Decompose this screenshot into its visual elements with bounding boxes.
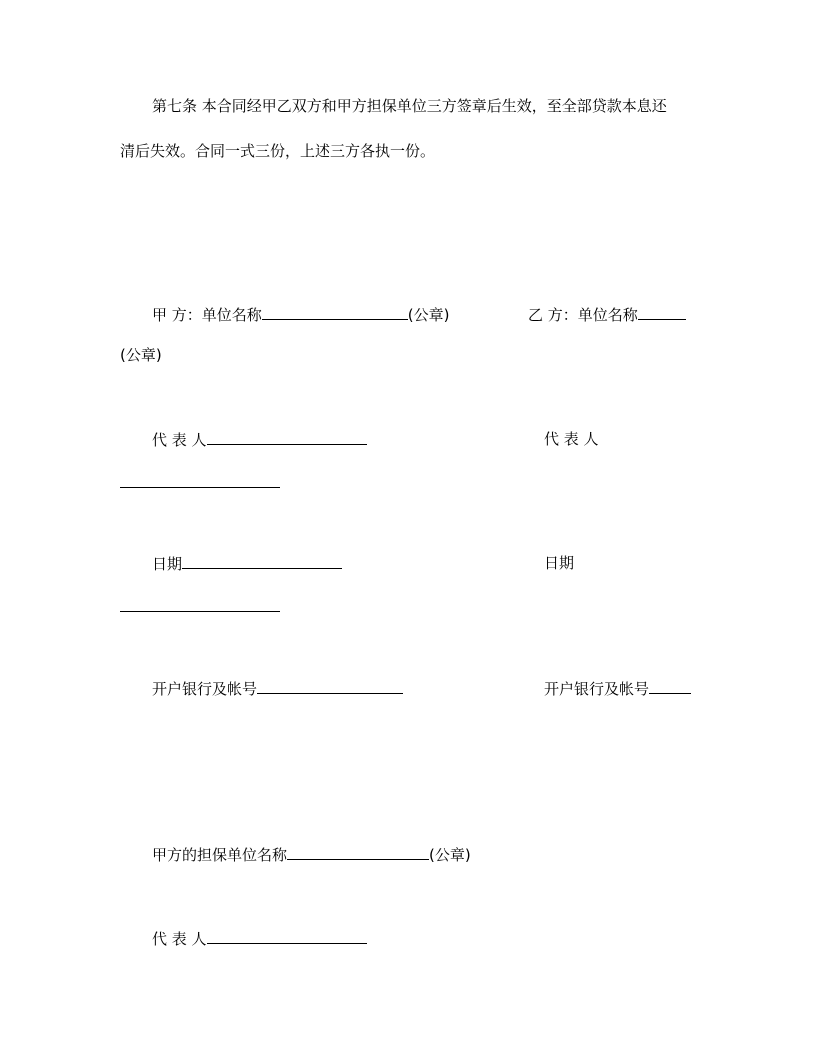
party-b-representative-label: 代 表 人 (544, 430, 599, 448)
party-b-date-blank (120, 611, 280, 612)
party-b-representative-blank (120, 487, 280, 488)
party-a-unit-blank (262, 304, 408, 320)
party-a-unit-label: 甲 方：单位名称 (152, 306, 262, 324)
party-b-bank-label: 开户银行及帐号 (544, 680, 650, 698)
party-b-unit-row (528, 304, 686, 324)
party-a-representative-blank (207, 429, 367, 445)
guarantor-unit-label: 甲方的担保单位名称 (152, 846, 288, 864)
party-a-unit-row (152, 304, 450, 324)
party-a-bank-row (152, 678, 403, 698)
party-b-date-label: 日期 (544, 554, 575, 572)
party-b-unit-label: 乙 方：单位名称 (528, 306, 638, 324)
party-a-seal-label: (公章) (407, 306, 450, 324)
guarantor-unit-blank (287, 844, 429, 860)
party-b-seal-label: (公章) (120, 346, 162, 364)
article-seven-line-2: 清后失效。合同一式三份，上述三方各执一份。 (120, 142, 436, 160)
guarantor-representative-label: 代 表 人 (152, 930, 207, 948)
party-a-date-blank (182, 553, 342, 569)
party-a-date-row (152, 553, 342, 573)
party-b-bank-blank (649, 678, 691, 694)
party-a-bank-blank (257, 678, 403, 694)
guarantor-seal-label: (公章) (429, 846, 471, 864)
guarantor-unit-row (152, 844, 471, 864)
party-a-representative-row (152, 429, 367, 449)
guarantor-representative-row (152, 928, 367, 948)
party-a-bank-label: 开户银行及帐号 (152, 680, 258, 698)
article-seven-line-1: 第七条 本合同经甲乙双方和甲方担保单位三方签章后生效，至全部贷款本息还 (152, 97, 667, 115)
guarantor-representative-blank (207, 928, 367, 944)
party-a-representative-label: 代 表 人 (152, 431, 207, 449)
party-b-bank-row (544, 678, 691, 698)
party-b-unit-blank (638, 304, 686, 320)
party-a-date-label: 日期 (152, 555, 183, 573)
